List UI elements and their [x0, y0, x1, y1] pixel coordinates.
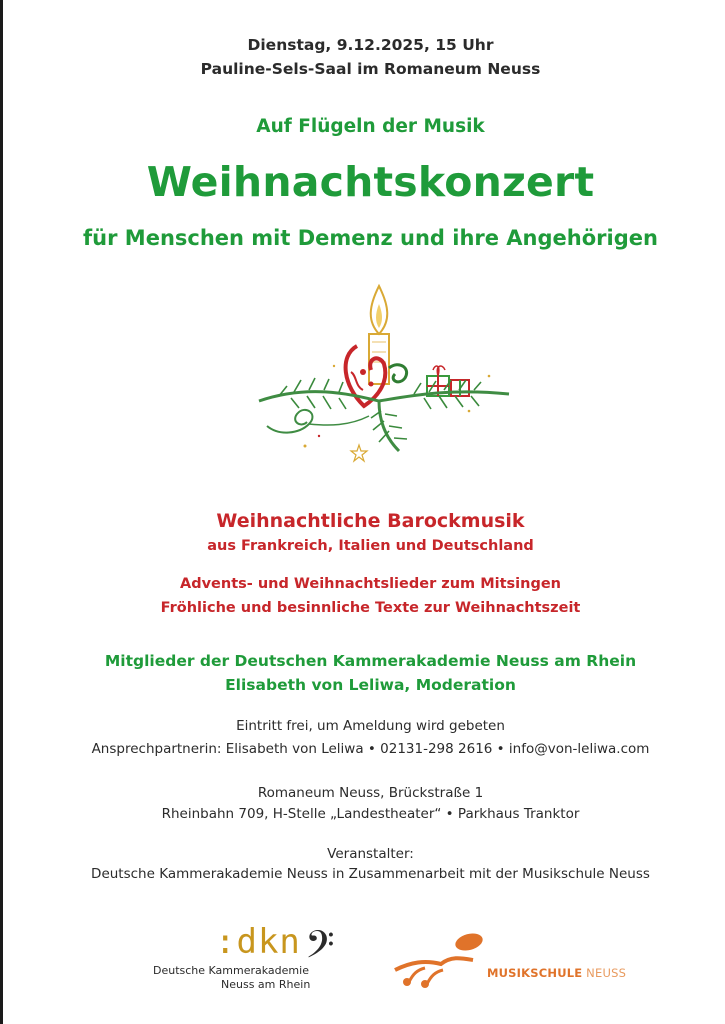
entry-info: Eintritt frei, um Ameldung wird gebeten — [236, 718, 505, 734]
program-songs: Advents- und Weihnachtslieder zum Mitsingen — [179, 576, 561, 592]
program-subheading: aus Frankreich, Italien und Deutschland — [207, 538, 534, 554]
dkn-logo — [153, 922, 368, 992]
page-title: Weihnachtskonzert — [146, 158, 595, 206]
christmas-candle-ornament-icon — [239, 276, 524, 476]
bass-clef-icon: 𝄢 — [305, 922, 335, 976]
dkn-logo-mark: :dkn — [215, 922, 301, 962]
event-venue: Pauline-Sels-Saal im Romaneum Neuss — [200, 60, 541, 78]
organizer-label: Veranstalter: — [327, 846, 414, 862]
organizer-line: Deutsche Kammerakademie Neuss in Zusammenarbeit mit der Musikschule Neuss — [91, 866, 650, 882]
series-title: Auf Flügeln der Musik — [256, 116, 485, 137]
musikschule-logo-light: NEUSS — [582, 966, 627, 980]
program-heading: Weihnachtliche Barockmusik — [216, 510, 525, 532]
ensemble-line: Mitglieder der Deutschen Kammerakademie Neuss am Rhein — [104, 652, 637, 670]
address-line: Romaneum Neuss, Brückstraße 1 — [257, 785, 484, 801]
audience-line: für Menschen mit Demenz und ihre Angehörigen — [83, 226, 658, 250]
dkn-logo-name-line2: Neuss am Rhein — [221, 978, 311, 991]
contact-info: Ansprechpartnerin: Elisabeth von Leliwa • 02131-298 2616 • info@von-leliwa.com — [91, 741, 650, 757]
musikschule-logo-text — [487, 966, 626, 980]
musikschule-logo-bold: MUSIKSCHULE — [487, 966, 583, 980]
transport-line: Rheinbahn 709, H-Stelle „Landestheater“ • Parkhaus Tranktor — [161, 806, 580, 822]
musikschule-bird-notes-icon — [391, 930, 491, 990]
event-date-time: Dienstag, 9.12.2025, 15 Uhr — [247, 36, 494, 54]
musikschule-logo — [391, 930, 631, 990]
program-texts: Fröhliche und besinnliche Texte zur Weihnachtszeit — [160, 600, 581, 616]
dkn-logo-name-line1: Deutsche Kammerakademie — [153, 964, 309, 977]
moderation-line: Elisabeth von Leliwa, Moderation — [225, 676, 516, 694]
flyer-page — [3, 0, 725, 1024]
